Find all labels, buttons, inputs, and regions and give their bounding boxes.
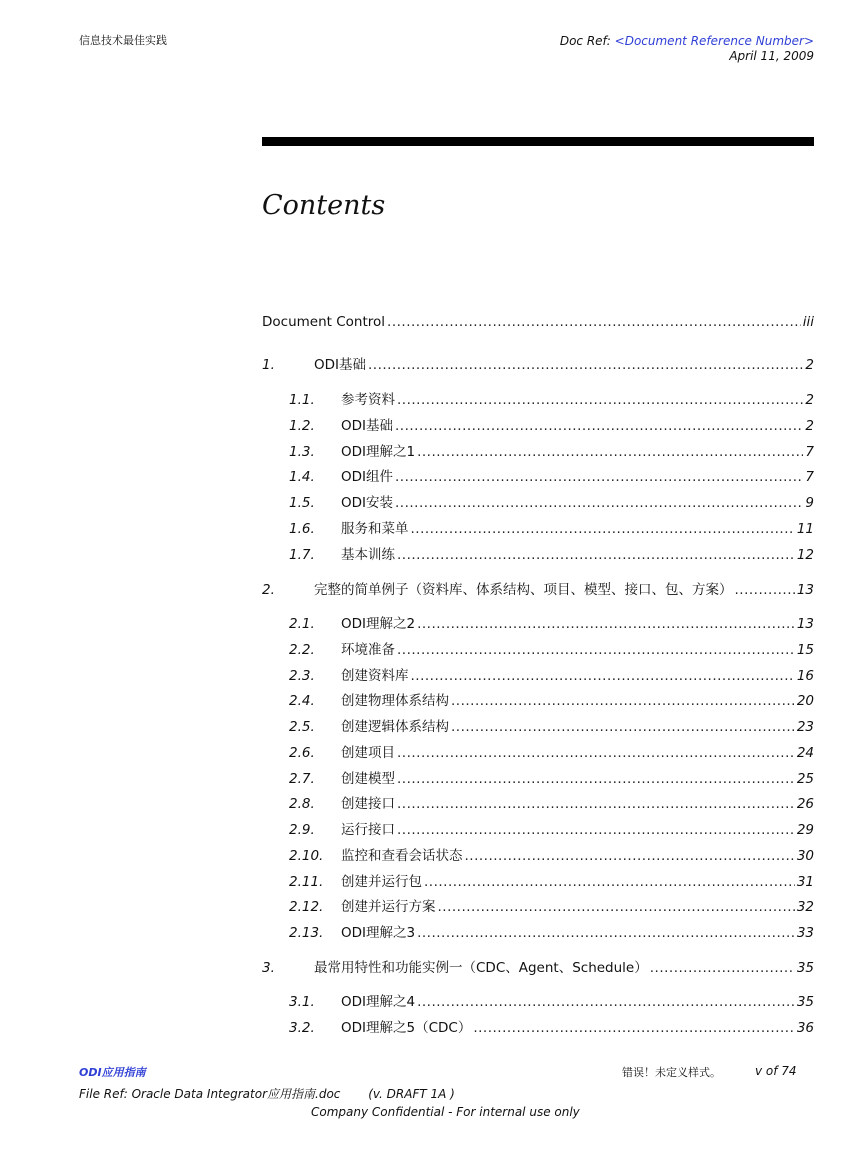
toc-leader-dots — [417, 992, 795, 1012]
toc-leader-dots — [387, 312, 801, 332]
toc-entry-number: 2.3. — [289, 668, 315, 684]
toc-entry-title: 监控和查看会话状态 — [341, 848, 463, 864]
toc-entry-title: 基本训练 — [341, 547, 395, 563]
toc-entry-number: 2. — [262, 582, 275, 598]
toc-leader-dots — [451, 717, 795, 737]
toc-entry-page: 2 — [805, 418, 814, 434]
toc-entry-title: 创建物理体系结构 — [341, 693, 449, 709]
toc-entry-page: 11 — [796, 521, 814, 537]
header-date: April 11, 2009 — [729, 49, 814, 63]
toc-entry-title: ODI基础 — [341, 418, 394, 434]
toc-leader-dots — [397, 820, 795, 840]
footer-version: (v. DRAFT 1A ) — [368, 1087, 455, 1101]
footer-page-number: v of 74 — [755, 1064, 797, 1078]
toc-entry-number: 2.2. — [289, 642, 315, 658]
toc-entry[interactable] — [289, 897, 814, 917]
toc-entry-title: 运行接口 — [341, 822, 395, 838]
toc-entry-page: 24 — [796, 745, 814, 761]
toc-entry-number: 1.7. — [289, 547, 315, 563]
toc-entry-page: 35 — [796, 994, 814, 1010]
toc-entry-page: 13 — [796, 616, 814, 632]
toc-leader-dots — [397, 794, 795, 814]
toc-entry[interactable] — [289, 846, 814, 866]
toc-leader-dots — [395, 416, 803, 436]
footer-file-ref: File Ref: Oracle Data Integrator应用指南.doc — [79, 1087, 341, 1101]
toc-entry-number: 3.1. — [289, 994, 315, 1010]
toc-entry-page: 12 — [796, 547, 814, 563]
toc-entry[interactable] — [289, 820, 814, 840]
toc-leader-dots — [411, 519, 795, 539]
toc-entry-page: 13 — [796, 582, 814, 598]
toc-entry[interactable] — [262, 958, 814, 978]
toc-entry-title: 创建并运行包 — [341, 874, 422, 890]
toc-entry-page: 23 — [796, 719, 814, 735]
toc-entry-title: 创建并运行方案 — [341, 899, 436, 915]
toc-entry-number: 2.4. — [289, 693, 315, 709]
toc-entry-page: 7 — [805, 469, 814, 485]
toc-entry-number: 2.13. — [289, 925, 324, 941]
toc-entry-number: 2.8. — [289, 796, 315, 812]
toc-entry[interactable] — [289, 872, 814, 892]
toc-leader-dots — [397, 390, 803, 410]
toc-entry[interactable] — [262, 355, 814, 375]
toc-entry-title: 创建模型 — [341, 771, 395, 787]
toc-leader-dots — [424, 872, 795, 892]
toc-entry-number: 1. — [262, 357, 275, 373]
toc-entry[interactable] — [289, 519, 814, 539]
toc-entry[interactable] — [262, 312, 814, 332]
header-doc-info — [560, 34, 814, 64]
toc-entry-number: 3. — [262, 960, 275, 976]
toc-entry-title: ODI理解之1 — [341, 444, 416, 460]
toc-entry[interactable] — [289, 923, 814, 943]
toc-entry-number: 2.10. — [289, 848, 324, 864]
toc-entry-title: Document Control — [262, 314, 386, 330]
toc-entry[interactable] — [289, 614, 814, 634]
footer-doc-name: ODI应用指南 — [79, 1066, 146, 1079]
toc-entry[interactable] — [289, 691, 814, 711]
toc-entry-page: 2 — [805, 392, 814, 408]
toc-entry-number: 2.9. — [289, 822, 315, 838]
toc-entry[interactable] — [289, 442, 814, 462]
doc-ref-label: Doc Ref: — [559, 34, 611, 48]
toc-entry-title: 完整的简单例子（资料库、体系结构、项目、模型、接口、包、方案） — [314, 582, 733, 598]
toc-entry-page: 16 — [796, 668, 814, 684]
toc-entry-page: 35 — [796, 960, 814, 976]
toc-entry-page: iii — [802, 314, 814, 330]
doc-ref-line — [560, 34, 814, 49]
toc-leader-dots — [368, 355, 803, 375]
toc-leader-dots — [397, 743, 795, 763]
toc-entry-page: 20 — [796, 693, 814, 709]
toc-leader-dots — [735, 580, 795, 600]
toc-entry-number: 2.6. — [289, 745, 315, 761]
toc-entry-title: 创建逻辑体系结构 — [341, 719, 449, 735]
toc-leader-dots — [650, 958, 795, 978]
toc-entry-page: 30 — [796, 848, 814, 864]
toc-entry-page: 7 — [805, 444, 814, 460]
toc-entry[interactable] — [289, 467, 814, 487]
toc-entry-title: 环境准备 — [341, 642, 395, 658]
toc-leader-dots — [395, 493, 803, 513]
toc-leader-dots — [417, 923, 795, 943]
toc-entry-number: 2.5. — [289, 719, 315, 735]
title-rule — [262, 137, 814, 146]
footer-error-text: 错误！未定义样式。 — [622, 1066, 721, 1079]
toc-leader-dots — [395, 467, 803, 487]
toc-entry[interactable] — [289, 717, 814, 737]
toc-entry-title: ODI组件 — [341, 469, 394, 485]
toc-leader-dots — [397, 545, 795, 565]
toc-entry-number: 2.7. — [289, 771, 315, 787]
toc-entry-number: 2.12. — [289, 899, 324, 915]
toc-entry-page: 2 — [805, 357, 814, 373]
toc-entry-title: ODI理解之5（CDC） — [341, 1020, 472, 1036]
toc-entry[interactable] — [289, 493, 814, 513]
toc-leader-dots — [465, 846, 795, 866]
toc-entry-number: 1.2. — [289, 418, 315, 434]
toc-entry-title: 服务和菜单 — [341, 521, 409, 537]
toc-entry[interactable] — [289, 769, 814, 789]
toc-entry-page: 15 — [796, 642, 814, 658]
toc-entry-page: 33 — [796, 925, 814, 941]
toc-entry[interactable] — [289, 640, 814, 660]
toc-leader-dots — [417, 614, 795, 634]
toc-entry[interactable] — [289, 992, 814, 1012]
toc-leader-dots — [397, 640, 795, 660]
toc-leader-dots — [438, 897, 795, 917]
toc-entry[interactable] — [289, 1018, 814, 1038]
toc-entry-number: 2.1. — [289, 616, 315, 632]
toc-leader-dots — [397, 769, 795, 789]
toc-entry-page: 32 — [796, 899, 814, 915]
toc-entry[interactable] — [289, 390, 814, 410]
page-title: Contents — [262, 190, 386, 221]
toc-entry-title: 创建接口 — [341, 796, 395, 812]
header-department: 信息技术最佳实践 — [79, 34, 167, 47]
toc-entry-title: 参考资料 — [341, 392, 395, 408]
toc-leader-dots — [473, 1018, 794, 1038]
toc-entry-page: 25 — [796, 771, 814, 787]
toc-entry-title: ODI理解之2 — [341, 616, 416, 632]
toc-entry-title: 最常用特性和功能实例一（CDC、Agent、Schedule） — [314, 960, 648, 976]
toc-entry-title: 创建项目 — [341, 745, 395, 761]
footer-confidential: Company Confidential - For internal use only — [311, 1105, 580, 1119]
toc-entry-title: ODI安装 — [341, 495, 394, 511]
toc-entry-page: 29 — [796, 822, 814, 838]
toc-entry-title: ODI基础 — [314, 357, 367, 373]
toc-entry-number: 1.3. — [289, 444, 315, 460]
toc-entry-title: 创建资料库 — [341, 668, 409, 684]
toc-entry-page: 9 — [805, 495, 814, 511]
toc-entry[interactable] — [289, 666, 814, 686]
toc-entry-number: 1.4. — [289, 469, 315, 485]
toc-entry-number: 1.5. — [289, 495, 315, 511]
toc-entry-number: 1.6. — [289, 521, 315, 537]
toc-entry-number: 3.2. — [289, 1020, 315, 1036]
doc-ref-value: <Document Reference Number> — [614, 34, 814, 48]
toc-entry-number: 2.11. — [289, 874, 324, 890]
toc-entry-page: 36 — [796, 1020, 814, 1036]
toc-entry[interactable] — [289, 545, 814, 565]
toc-leader-dots — [451, 691, 795, 711]
toc-entry[interactable] — [289, 416, 814, 436]
toc-entry-title: ODI理解之3 — [341, 925, 416, 941]
toc-leader-dots — [417, 442, 803, 462]
toc-leader-dots — [411, 666, 795, 686]
toc-entry[interactable] — [262, 580, 814, 600]
toc-entry-page: 31 — [796, 874, 814, 890]
toc-entry-title: ODI理解之4 — [341, 994, 416, 1010]
toc-entry-page: 26 — [796, 796, 814, 812]
toc-entry[interactable] — [289, 743, 814, 763]
toc-entry[interactable] — [289, 794, 814, 814]
footer-file-ref-line — [79, 1085, 455, 1102]
toc-entry-number: 1.1. — [289, 392, 315, 408]
